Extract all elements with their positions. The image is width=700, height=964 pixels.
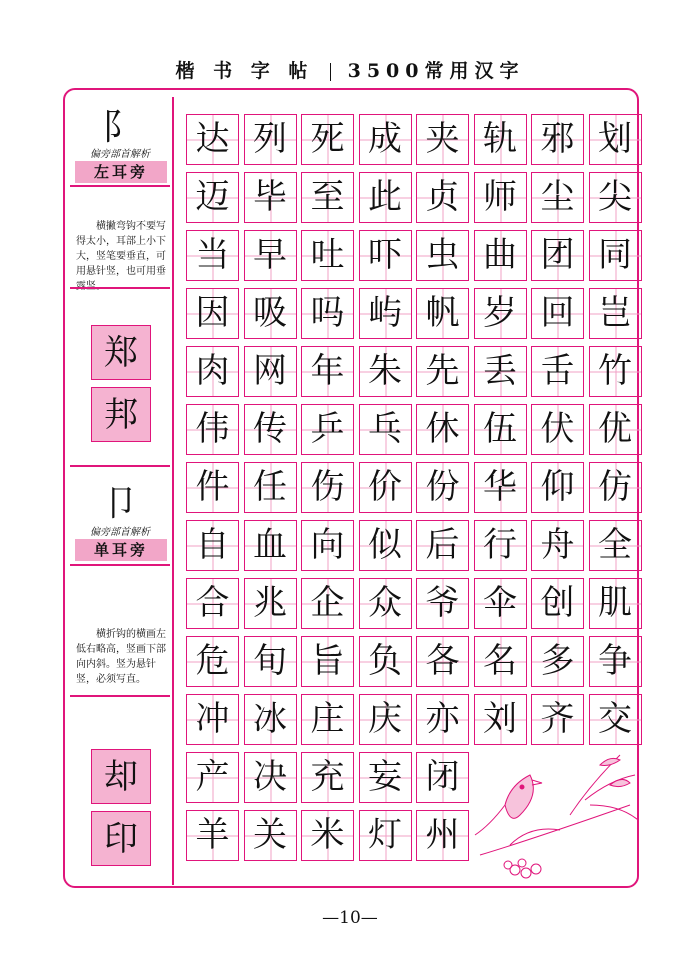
practice-cell: 邪	[531, 114, 584, 165]
practice-cell: 帆	[416, 288, 469, 339]
practice-cell: 吗	[301, 288, 354, 339]
sidebar	[70, 97, 174, 885]
practice-cell: 冰	[244, 694, 297, 745]
practice-cell: 伤	[301, 462, 354, 513]
practice-cell: 伏	[531, 404, 584, 455]
practice-cell: 米	[301, 810, 354, 861]
practice-cell: 后	[416, 520, 469, 571]
section-subtitle: 偏旁部首解析	[90, 527, 150, 538]
sample-character: 邦	[91, 387, 151, 442]
practice-cell: 虫	[416, 230, 469, 281]
practice-cell: 屿	[359, 288, 412, 339]
practice-cell: 尘	[531, 172, 584, 223]
practice-cell: 亦	[416, 694, 469, 745]
practice-cell: 曲	[474, 230, 527, 281]
bird-illustration	[470, 745, 640, 885]
practice-cell: 休	[416, 404, 469, 455]
practice-cell: 丢	[474, 346, 527, 397]
practice-cell: 华	[474, 462, 527, 513]
radical-glyph: 阝	[101, 107, 138, 148]
practice-cell: 闭	[416, 752, 469, 803]
divider	[70, 465, 170, 467]
practice-cell: 众	[359, 578, 412, 629]
practice-cell: 羊	[186, 810, 239, 861]
section-subtitle: 偏旁部首解析	[90, 149, 150, 160]
sample-character: 印	[91, 811, 151, 866]
practice-cell: 吸	[244, 288, 297, 339]
header-title: 楷 书 字 帖	[175, 60, 314, 82]
practice-cell: 多	[531, 636, 584, 687]
practice-cell: 朱	[359, 346, 412, 397]
header-subtitle: 3500常用汉字	[347, 60, 525, 82]
practice-cell: 肉	[186, 346, 239, 397]
practice-cell: 危	[186, 636, 239, 687]
practice-cell: 网	[244, 346, 297, 397]
practice-cell: 伍	[474, 404, 527, 455]
practice-cell: 齐	[531, 694, 584, 745]
practice-cell: 伞	[474, 578, 527, 629]
practice-cell: 刘	[474, 694, 527, 745]
practice-cell: 舟	[531, 520, 584, 571]
practice-cell: 列	[244, 114, 297, 165]
practice-cell: 迈	[186, 172, 239, 223]
practice-cell: 名	[474, 636, 527, 687]
practice-cell: 任	[244, 462, 297, 513]
practice-cell: 伟	[186, 404, 239, 455]
page-number: —10—	[322, 908, 378, 928]
practice-cell: 产	[186, 752, 239, 803]
practice-cell: 轨	[474, 114, 527, 165]
practice-cell: 件	[186, 462, 239, 513]
radical-glyph: 卩	[101, 483, 138, 524]
practice-cell: 吓	[359, 230, 412, 281]
practice-cell: 各	[416, 636, 469, 687]
practice-cell: 关	[244, 810, 297, 861]
practice-cell: 兆	[244, 578, 297, 629]
practice-cell: 价	[359, 462, 412, 513]
practice-cell: 合	[186, 578, 239, 629]
practice-cell: 灯	[359, 810, 412, 861]
practice-cell: 岂	[589, 288, 642, 339]
practice-cell: 贞	[416, 172, 469, 223]
practice-cell: 似	[359, 520, 412, 571]
practice-cell: 毕	[244, 172, 297, 223]
practice-cell: 早	[244, 230, 297, 281]
practice-cell: 成	[359, 114, 412, 165]
practice-cell: 旬	[244, 636, 297, 687]
radical-note: 横折钩的横画左低右略高，竖画下部向内斜。竖为悬针竖，必须写直。	[76, 629, 166, 685]
practice-cell: 仿	[589, 462, 642, 513]
radical-name-tag: 单耳旁	[75, 539, 167, 561]
practice-cell: 此	[359, 172, 412, 223]
practice-cell: 交	[589, 694, 642, 745]
practice-cell: 夹	[416, 114, 469, 165]
practice-cell: 吐	[301, 230, 354, 281]
practice-cell: 份	[416, 462, 469, 513]
page-header	[0, 56, 700, 83]
practice-cell: 冲	[186, 694, 239, 745]
practice-cell: 决	[244, 752, 297, 803]
practice-cell: 乓	[359, 404, 412, 455]
practice-cell: 达	[186, 114, 239, 165]
radical-note: 横撇弯钩不要写得太小，耳部上小下大，竖笔要垂直，可用悬针竖，也可用垂	[76, 221, 166, 277]
header-separator	[330, 63, 331, 81]
sample-character: 郑	[91, 325, 151, 380]
practice-cell: 划	[589, 114, 642, 165]
practice-cell: 回	[531, 288, 584, 339]
practice-cell: 自	[186, 520, 239, 571]
practice-cell: 优	[589, 404, 642, 455]
practice-cell: 因	[186, 288, 239, 339]
practice-cell: 庄	[301, 694, 354, 745]
practice-cell: 先	[416, 346, 469, 397]
practice-cell: 师	[474, 172, 527, 223]
divider	[70, 287, 170, 289]
practice-cell: 死	[301, 114, 354, 165]
practice-cell: 团	[531, 230, 584, 281]
practice-cell: 负	[359, 636, 412, 687]
practice-cell: 血	[244, 520, 297, 571]
practice-cell: 爷	[416, 578, 469, 629]
practice-cell: 年	[301, 346, 354, 397]
practice-cell: 尖	[589, 172, 642, 223]
divider	[70, 564, 170, 566]
radical-name-tag: 左耳旁	[75, 161, 167, 183]
practice-cell: 当	[186, 230, 239, 281]
practice-cell: 向	[301, 520, 354, 571]
practice-cell: 全	[589, 520, 642, 571]
divider	[70, 695, 170, 697]
divider	[70, 185, 170, 187]
practice-cell: 行	[474, 520, 527, 571]
practice-cell: 旨	[301, 636, 354, 687]
practice-cell: 创	[531, 578, 584, 629]
practice-cell: 乒	[301, 404, 354, 455]
practice-cell: 岁	[474, 288, 527, 339]
practice-cell: 同	[589, 230, 642, 281]
practice-cell: 妄	[359, 752, 412, 803]
practice-cell: 充	[301, 752, 354, 803]
practice-cell: 肌	[589, 578, 642, 629]
practice-cell: 争	[589, 636, 642, 687]
practice-cell: 企	[301, 578, 354, 629]
practice-cell: 至	[301, 172, 354, 223]
practice-cell: 州	[416, 810, 469, 861]
sample-character: 却	[91, 749, 151, 804]
practice-cell: 舌	[531, 346, 584, 397]
practice-cell: 传	[244, 404, 297, 455]
practice-cell: 仰	[531, 462, 584, 513]
practice-cell: 竹	[589, 346, 642, 397]
practice-cell: 庆	[359, 694, 412, 745]
